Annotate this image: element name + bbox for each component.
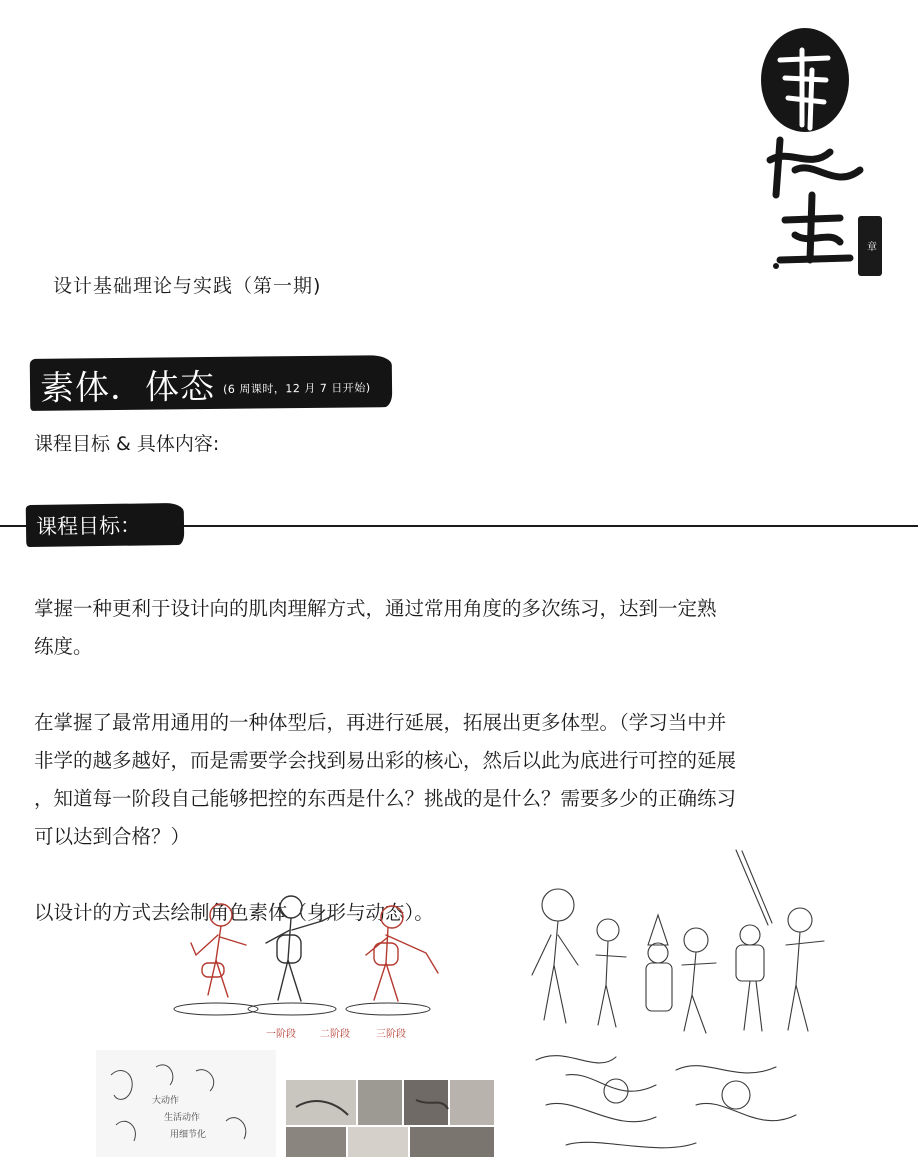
illustration-svg <box>96 845 856 1157</box>
note-label-1: 大动作 <box>152 1096 180 1106</box>
sketch-label-3: 三阶段 <box>376 1029 406 1040</box>
goal-paragraph-2: 在掌握了最常用通用的一种体型后，再进行延展，拓展出更多体型。（学习当中并 非学的越多越好，而是需要学会找到易出彩的核心，然后以此为底进行可控的延展 ，知道每一阶段自己能够把控的东西是什么？挑战的是什么？需要多少的正确练习 可以达到合格？） <box>34 711 737 848</box>
module-meta: (6 周课时，12 月 7 日开始) <box>222 381 371 396</box>
hand-photo-collage <box>286 1080 494 1157</box>
goal-paragraph-1: 掌握一种更利于设计向的肌肉理解方式，通过常用角度的多次练习，达到一定熟 练度。 <box>34 597 717 658</box>
brand-logo <box>740 20 890 280</box>
note-label-2: 生活动作 <box>164 1113 201 1123</box>
pose-sketch-panel <box>174 896 438 1015</box>
character-lineup <box>532 850 824 1148</box>
content-label: 课程目标 & 具体内容: <box>34 433 220 455</box>
sketch-label-1: 一阶段 <box>266 1029 296 1040</box>
series-title: 设计基础理论与实践（第一期) <box>53 275 322 297</box>
hand-study-panel <box>96 1050 276 1157</box>
note-label-3: 用细节化 <box>170 1130 207 1140</box>
module-name: 素体．体态 <box>39 366 216 409</box>
sketch-label-2: 二阶段 <box>320 1029 350 1040</box>
goals-label: 课程目标： <box>26 503 185 547</box>
module-banner <box>30 355 393 411</box>
logo-seal: 章 <box>858 216 882 276</box>
goal-paragraph-3: 以设计的方式去绘制角色素体（身形与动态）。 <box>34 901 434 924</box>
illustration-collage <box>96 845 856 1157</box>
